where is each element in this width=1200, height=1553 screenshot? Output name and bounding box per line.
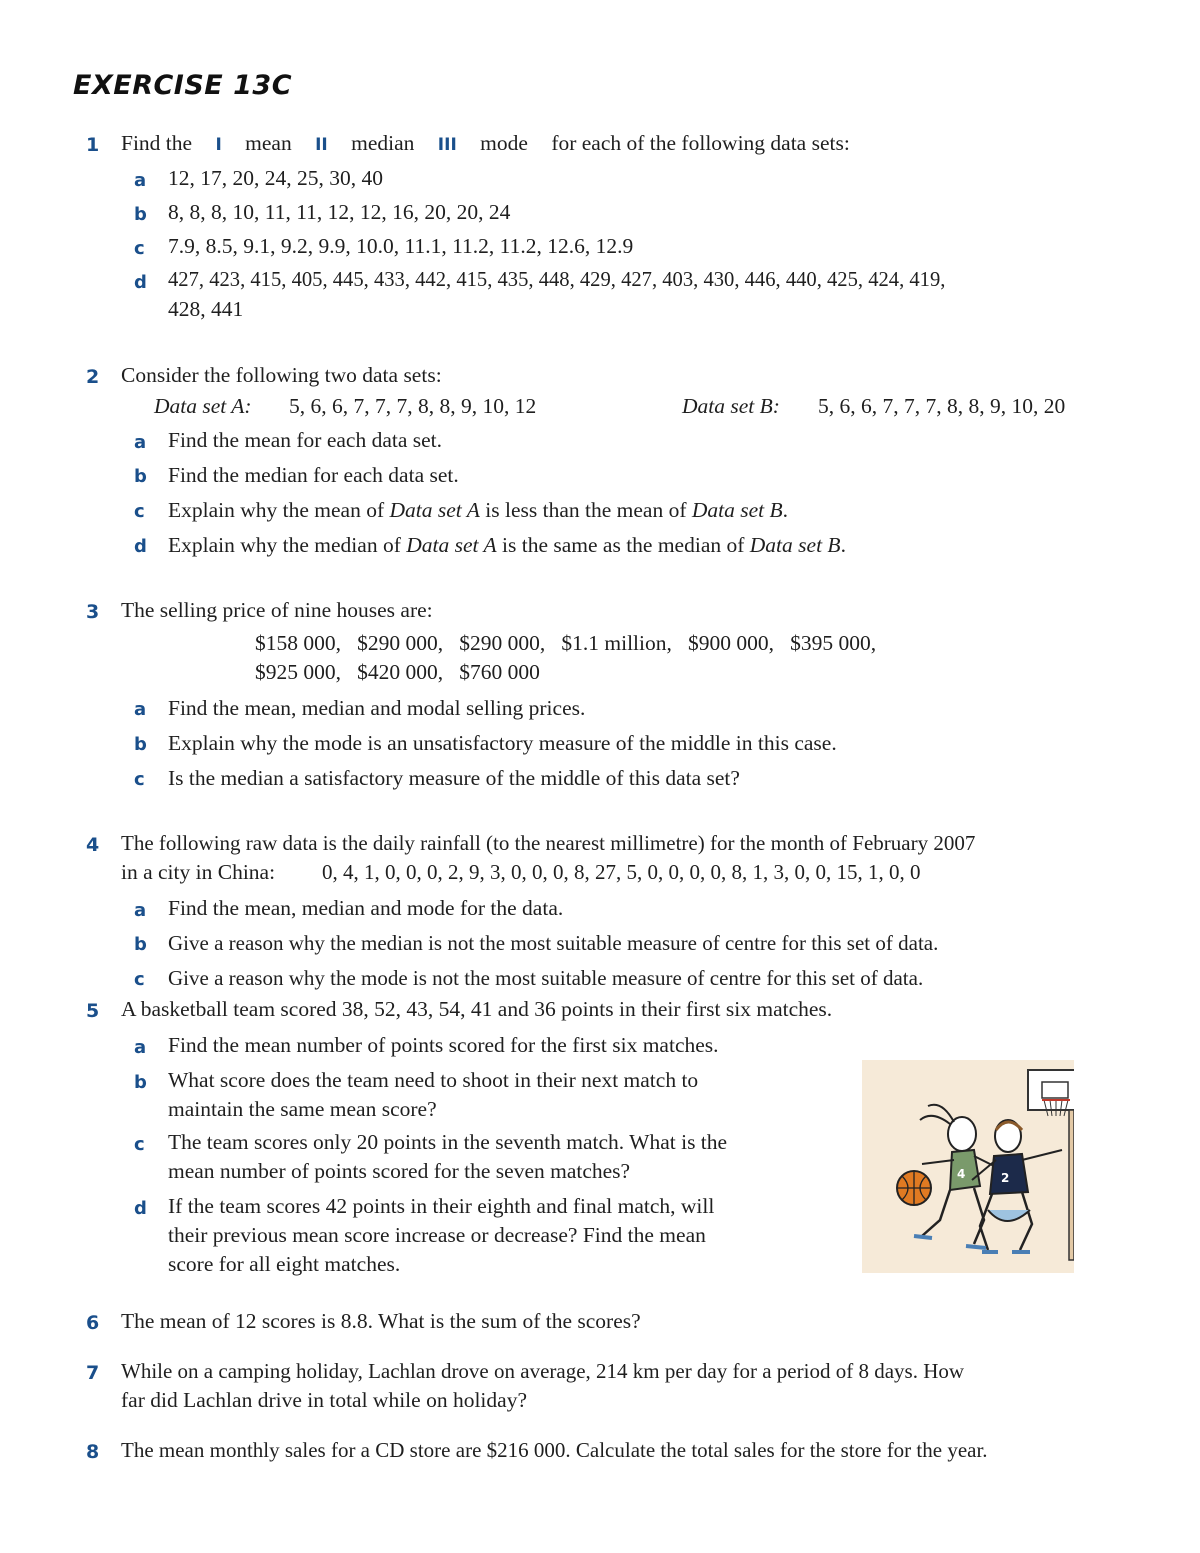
- question-2-number: 2: [86, 366, 100, 388]
- q2-d-segment: Explain why the median of: [168, 533, 407, 557]
- players-shoes: [914, 1236, 1030, 1252]
- q2-part-b-letter: b: [134, 466, 147, 487]
- q5-part-d-line1: If the team scores 42 points in their eighth and final match, will: [168, 1194, 715, 1218]
- question-7-line2: far did Lachlan drive in total while on holiday?: [121, 1388, 527, 1412]
- q1-part-c-text: 7.9, 8.5, 9.1, 9.2, 9.9, 10.0, 11.1, 11.2, 11.2, 12.6, 12.9: [168, 234, 634, 258]
- q2-c-segment: Explain why the mean of: [168, 498, 390, 522]
- basketball-players-drawing: [862, 1060, 1074, 1273]
- question-2-stem: Consider the following two data sets:: [121, 363, 442, 387]
- q2-d-dataset-a: Data set A: [406, 533, 497, 557]
- q5-part-d-line3: score for all eight matches.: [168, 1252, 401, 1276]
- q1-roman-i: I: [215, 135, 222, 155]
- q2-part-c-text: [168, 496, 788, 525]
- q4-part-b-text: Give a reason why the median is not the most suitable measure of centre for this set of data.: [168, 931, 939, 955]
- question-8-text: The mean monthly sales for a CD store are $216 000. Calculate the total sales for the store for the year.: [121, 1438, 988, 1462]
- data-set-b-values: 5, 6, 6, 7, 7, 7, 8, 8, 9, 10, 20: [818, 394, 1066, 418]
- q1-part-c-letter: c: [134, 238, 145, 259]
- question-7-number: 7: [86, 1362, 100, 1384]
- q5-part-b-letter: b: [134, 1072, 147, 1093]
- q4-part-c-text: Give a reason why the mode is not the most suitable measure of centre for this set of data.: [168, 966, 924, 990]
- player-two-shorts: [988, 1210, 1030, 1221]
- data-set-a-values: 5, 6, 6, 7, 7, 7, 8, 8, 9, 10, 12: [289, 394, 537, 418]
- q5-part-c-line1: The team scores only 20 points in the seventh match. What is the: [168, 1130, 728, 1154]
- q2-d-segment: .: [840, 533, 846, 557]
- q2-part-c-letter: c: [134, 501, 145, 522]
- q3-part-c-letter: c: [134, 769, 145, 790]
- q1-part-d-line2: 428, 441: [168, 297, 244, 321]
- question-3-number: 3: [86, 601, 100, 623]
- q5-part-d-letter: d: [134, 1198, 147, 1219]
- q1-part-b-text: 8, 8, 8, 10, 11, 11, 12, 12, 16, 20, 20, 24: [168, 200, 511, 224]
- q1-part-a-letter: a: [134, 170, 147, 191]
- q2-c-segment: .: [782, 498, 789, 522]
- q5-part-d-line2: their previous mean score increase or decrease? Find the mean: [168, 1223, 706, 1247]
- q5-part-b-line2: maintain the same mean score?: [168, 1097, 437, 1121]
- q5-part-a-letter: a: [134, 1037, 147, 1058]
- question-8-number: 8: [86, 1441, 100, 1463]
- player-one-jersey-number: 4: [957, 1167, 966, 1181]
- q2-part-d-text: [168, 531, 846, 560]
- q1-part-a-text: 12, 17, 20, 24, 25, 30, 40: [168, 166, 383, 190]
- q3-part-c-text: Is the median a satisfactory measure of the middle of this data set?: [168, 766, 740, 790]
- data-set-a-label: Data set A:: [154, 394, 252, 418]
- question-1-number: 1: [86, 134, 100, 156]
- question-1-stem: [121, 129, 850, 160]
- q4-part-a-text: Find the mean, median and mode for the data.: [168, 896, 564, 920]
- question-4-number: 4: [86, 834, 100, 856]
- player-one-head: [948, 1117, 976, 1151]
- q2-d-dataset-b: Data set B: [749, 533, 841, 557]
- q1-roman-iii: III: [437, 135, 457, 155]
- q3-part-a-text: Find the mean, median and modal selling prices.: [168, 696, 586, 720]
- q2-d-segment: is the same as the median of: [496, 533, 750, 557]
- q1-part-b-letter: b: [134, 204, 147, 225]
- q1-roman-ii: II: [315, 135, 328, 155]
- house-prices-line1: $158 000, $290 000, $290 000, $1.1 million, $900 000, $395 000,: [255, 631, 877, 655]
- q2-part-b-text: Find the median for each data set.: [168, 463, 459, 487]
- exercise-title: EXERCISE 13C: [73, 70, 293, 101]
- q1-tail-text: for each of the following data sets:: [551, 131, 850, 155]
- question-6-number: 6: [86, 1312, 100, 1334]
- question-5-stem: A basketball team scored 38, 52, 43, 54, 41 and 36 points in their first six matches.: [121, 997, 833, 1021]
- question-3-stem: The selling price of nine houses are:: [121, 598, 433, 622]
- q2-part-d-letter: d: [134, 536, 147, 557]
- q5-part-c-line2: mean number of points scored for the seven matches?: [168, 1159, 631, 1183]
- question-6-text: The mean of 12 scores is 8.8. What is the sum of the scores?: [121, 1309, 641, 1333]
- house-prices-line2: $925 000, $420 000, $760 000: [255, 660, 540, 684]
- q4-part-a-letter: a: [134, 900, 147, 921]
- q5-part-b-line1: What score does the team need to shoot in their next match to: [168, 1068, 699, 1092]
- hoop-post: [1069, 1110, 1074, 1260]
- q4-part-b-letter: b: [134, 934, 147, 955]
- q1-mode-text: mode: [480, 131, 528, 155]
- player-two-jersey-number: 2: [1001, 1171, 1010, 1185]
- data-set-b-label: Data set B:: [682, 394, 780, 418]
- q1-find-text: Find the: [121, 131, 193, 155]
- q3-part-b-text: Explain why the mode is an unsatisfactory measure of the middle in this case.: [168, 731, 837, 755]
- question-7-line1: While on a camping holiday, Lachlan drove on average, 214 km per day for a period of 8 days. How: [121, 1359, 965, 1383]
- q4-part-c-letter: c: [134, 969, 145, 990]
- q1-median-text: median: [351, 131, 415, 155]
- q2-part-a-letter: a: [134, 432, 147, 453]
- q2-part-a-text: Find the mean for each data set.: [168, 428, 443, 452]
- q1-mean-text: mean: [245, 131, 292, 155]
- q3-part-a-letter: a: [134, 699, 147, 720]
- q4-line1: The following raw data is the daily rainfall (to the nearest millimetre) for the month of February 2007: [121, 831, 976, 855]
- q1-part-d-letter: d: [134, 272, 147, 293]
- q2-c-dataset-a: Data set A: [389, 498, 480, 522]
- q1-part-d-line1: 427, 423, 415, 405, 445, 433, 442, 415, 435, 448, 429, 427, 403, 430, 446, 440, 425, 424, 419,: [168, 269, 946, 291]
- rainfall-data: 0, 4, 1, 0, 0, 0, 2, 9, 3, 0, 0, 0, 8, 27, 5, 0, 0, 0, 0, 8, 1, 3, 0, 0, 15, 1, 0, 0: [322, 860, 921, 884]
- player-one-ponytail: [920, 1105, 954, 1124]
- q4-line2-intro: in a city in China:: [121, 860, 276, 884]
- question-5-number: 5: [86, 1000, 100, 1022]
- basketball-illustration: [862, 1060, 1074, 1273]
- q5-part-c-letter: c: [134, 1134, 145, 1155]
- q2-c-segment: is less than the mean of: [479, 498, 692, 522]
- q5-part-a-text: Find the mean number of points scored for the first six matches.: [168, 1033, 719, 1057]
- player-one-legs: [922, 1188, 984, 1244]
- q3-part-b-letter: b: [134, 734, 147, 755]
- basketball-seams: [897, 1171, 931, 1205]
- q2-c-dataset-b: Data set B: [691, 498, 783, 522]
